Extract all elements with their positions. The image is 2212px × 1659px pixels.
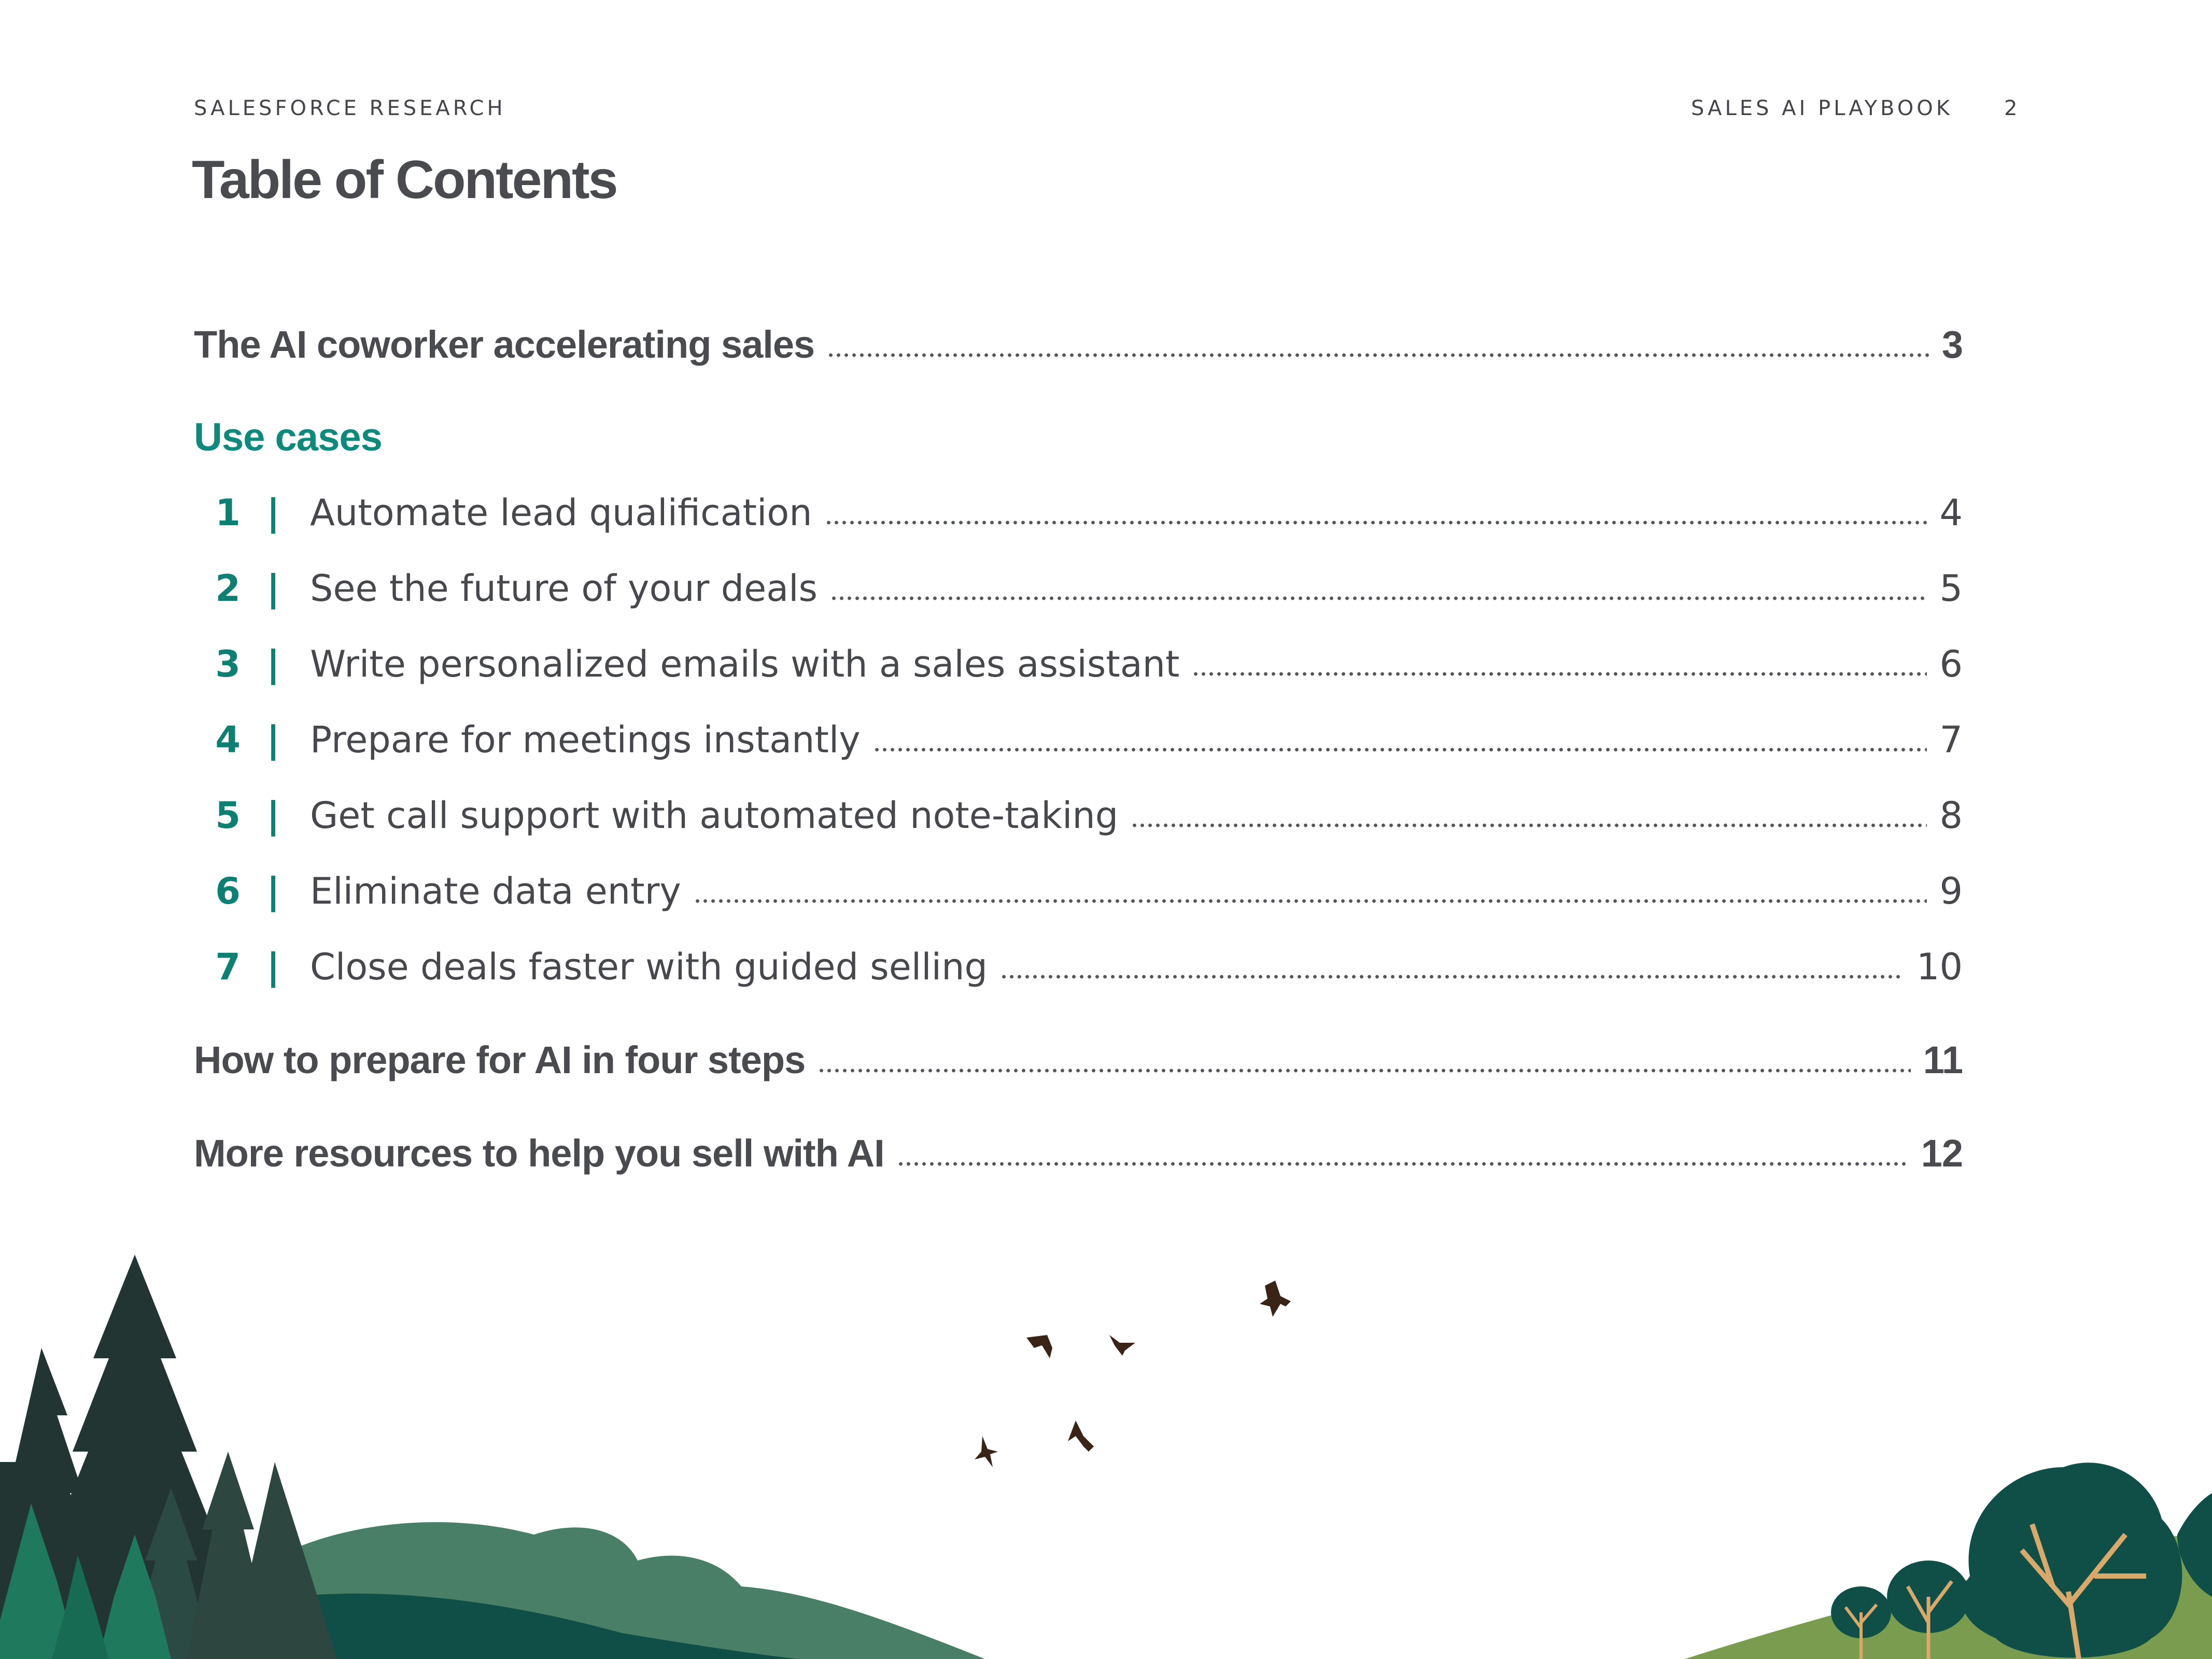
use-case-number: 6 [215, 870, 241, 912]
dot-leader [825, 520, 1927, 525]
page-number: 2 [2004, 96, 2018, 120]
toc-entry-use-case-2[interactable] [194, 567, 1963, 610]
birds-group [975, 1281, 1291, 1467]
toc-entry-page: 8 [1939, 794, 1963, 837]
front-hill-shape [280, 1594, 798, 1659]
pine-trees-group [0, 1255, 337, 1659]
page-title: Table of Contents [192, 150, 617, 210]
dot-leader [694, 898, 1927, 904]
separator-bar: | [266, 719, 280, 761]
header-right-label: SALES AI PLAYBOOK [1691, 96, 1953, 120]
toc-entry-label: Eliminate data entry [310, 870, 681, 912]
toc-entry-prepare[interactable] [194, 1038, 1963, 1082]
toc-entry-page: 6 [1939, 643, 1963, 685]
round-trees-group [1831, 1463, 2212, 1659]
toc-entry-page: 12 [1921, 1132, 1963, 1175]
toc-entry-page: 3 [1941, 323, 1963, 366]
toc-entry-use-case-5[interactable] [194, 794, 1963, 837]
bird-icon [1068, 1421, 1094, 1452]
toc-entry-intro[interactable] [194, 322, 1963, 367]
bird-icon [1109, 1335, 1135, 1356]
dot-leader [897, 1161, 1909, 1166]
toc-entry-page: 5 [1939, 567, 1963, 610]
dot-leader [1192, 671, 1927, 677]
toc-entry-label: The AI coworker accelerating sales [194, 323, 815, 366]
toc-entry-label: Get call support with automated note-taking [310, 794, 1119, 837]
dot-leader [1000, 974, 1904, 979]
use-case-number: 7 [215, 946, 241, 988]
separator-bar: | [266, 567, 280, 610]
back-hill-shape [290, 1522, 985, 1659]
use-case-number: 5 [215, 794, 241, 837]
toc-entry-page: 7 [1939, 719, 1963, 761]
toc-entry-page: 10 [1916, 946, 1963, 988]
use-case-number: 1 [215, 491, 241, 534]
separator-bar: | [266, 794, 280, 837]
bird-icon [1026, 1335, 1052, 1358]
separator-bar: | [266, 946, 280, 988]
toc-entry-label: How to prepare for AI in four steps [194, 1038, 806, 1081]
toc-entry-label: Automate lead qualification [310, 491, 812, 534]
separator-bar: | [266, 491, 280, 534]
dot-leader [830, 596, 1927, 601]
toc-entry-use-case-7[interactable] [194, 946, 1963, 988]
section-heading-use-cases: Use cases [194, 415, 382, 459]
bird-icon [975, 1436, 998, 1467]
grassy-slope-shape [1685, 1529, 2212, 1659]
toc-entry-label: Prepare for meetings instantly [310, 719, 861, 761]
dot-leader [827, 353, 1929, 358]
toc-entry-use-case-6[interactable] [194, 870, 1963, 912]
toc-entry-use-case-3[interactable] [194, 643, 1963, 685]
toc-entry-label: Close deals faster with guided selling [310, 946, 988, 988]
bird-icon [1260, 1281, 1291, 1317]
use-case-number: 2 [215, 567, 241, 610]
toc-entry-use-case-1[interactable] [194, 491, 1963, 534]
toc-entry-resources[interactable] [194, 1131, 1963, 1175]
separator-bar: | [266, 870, 280, 912]
dot-leader [873, 747, 1927, 752]
toc-entry-label: See the future of your deals [310, 567, 818, 610]
toc-entry-page: 9 [1939, 870, 1963, 912]
dot-leader [1131, 823, 1927, 828]
header-left-label: SALESFORCE RESEARCH [194, 96, 506, 120]
use-case-number: 3 [215, 643, 241, 685]
toc-entry-use-case-4[interactable] [194, 719, 1963, 761]
dot-leader [818, 1068, 1911, 1073]
toc-entry-label: More resources to help you sell with AI [194, 1132, 884, 1175]
toc-entry-page: 4 [1939, 491, 1963, 534]
toc-entry-page: 11 [1923, 1038, 1963, 1081]
use-case-number: 4 [215, 719, 241, 761]
toc-entry-label: Write personalized emails with a sales assistant [310, 643, 1180, 685]
separator-bar: | [266, 643, 280, 685]
